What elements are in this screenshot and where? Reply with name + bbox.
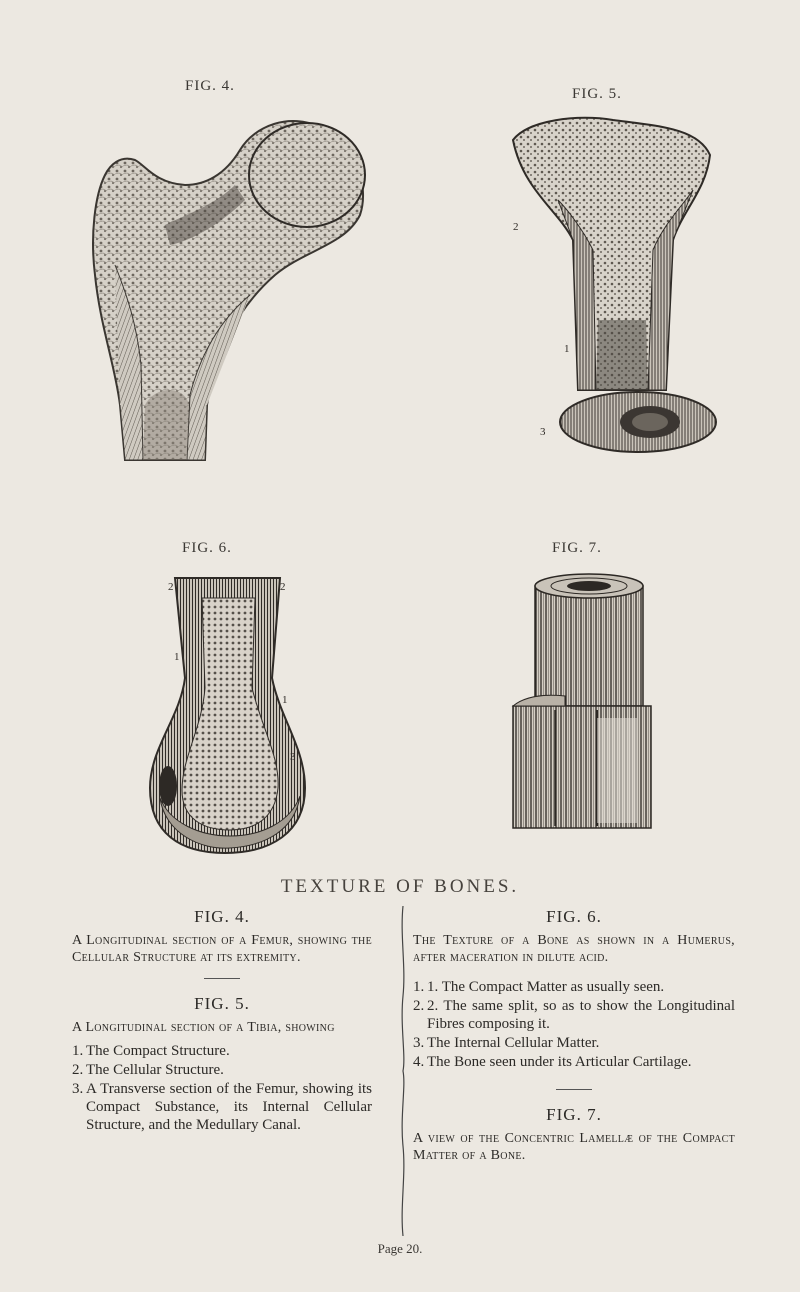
- right-caption-column: [413, 906, 735, 1164]
- column-brace-divider: [398, 906, 408, 1236]
- fig4-caption-text: A Longitudinal section of a Femur, showing the Cellular Structure at its extremity.: [72, 933, 372, 965]
- fig7-caption-title: FIG. 7.: [546, 1105, 602, 1124]
- fig5-marker-2: 2: [513, 221, 519, 233]
- list-item: 2. 2. The same split, so as to show the Longitudinal Fibres composing it.: [413, 998, 735, 1032]
- fig5-label: FIG. 5.: [572, 86, 622, 102]
- left-caption-column: [72, 906, 372, 1135]
- fig5-caption-title: FIG. 5.: [194, 994, 250, 1013]
- fig4-label: FIG. 4.: [185, 78, 235, 94]
- fig7-label: FIG. 7.: [552, 540, 602, 556]
- list-item: 1. The Compact Structure.: [72, 1043, 230, 1059]
- fig6-caption-title: FIG. 6.: [546, 907, 602, 926]
- caption-divider: [556, 1089, 592, 1090]
- fig5-marker-3: 3: [540, 426, 546, 438]
- fig6-caption-list: [413, 978, 735, 1071]
- page-number: Page 20.: [377, 1241, 423, 1256]
- list-item: 3. The Internal Cellular Matter.: [413, 1035, 600, 1051]
- fig6-caption-text: The Texture of a Bone as shown in a Humerus, after maceration in dilute acid.: [413, 933, 735, 965]
- page-heading: TEXTURE OF BONES.: [280, 876, 520, 897]
- fig5-caption-list: [72, 1042, 372, 1134]
- fig6-marker-2-left: 2: [168, 581, 174, 593]
- femur-section-illustration: [75, 105, 375, 470]
- tibia-section-illustration: [498, 100, 723, 470]
- list-item: 1. 1. The Compact Matter as usually seen.: [413, 979, 665, 995]
- list-item: 3. A Transverse section of the Femur, showing its Compact Substance, its Internal Cellular Structure, and the Medullary Canal.: [72, 1081, 372, 1133]
- lamellae-illustration: [505, 568, 660, 833]
- humerus-texture-illustration: [140, 568, 315, 858]
- list-item: 4. The Bone seen under its Articular Cartilage.: [413, 1054, 692, 1070]
- fig6-marker-2-right: 2: [280, 581, 286, 593]
- list-item: 2. The Cellular Structure.: [72, 1062, 224, 1078]
- fig6-marker-1-left: 1: [174, 651, 180, 663]
- fig5-marker-1: 1: [564, 343, 570, 355]
- fig6-marker-1-right: 1: [282, 694, 288, 706]
- fig6-marker-3: 3: [290, 751, 296, 763]
- fig7-caption-text: A view of the Concentric Lamellæ of the Compact Matter of a Bone.: [413, 1131, 735, 1163]
- fig6-label: FIG. 6.: [182, 540, 232, 556]
- fig4-caption-title: FIG. 4.: [194, 907, 250, 926]
- caption-divider: [204, 978, 240, 979]
- fig5-caption-text: A Longitudinal section of a Tibia, showing: [72, 1020, 335, 1035]
